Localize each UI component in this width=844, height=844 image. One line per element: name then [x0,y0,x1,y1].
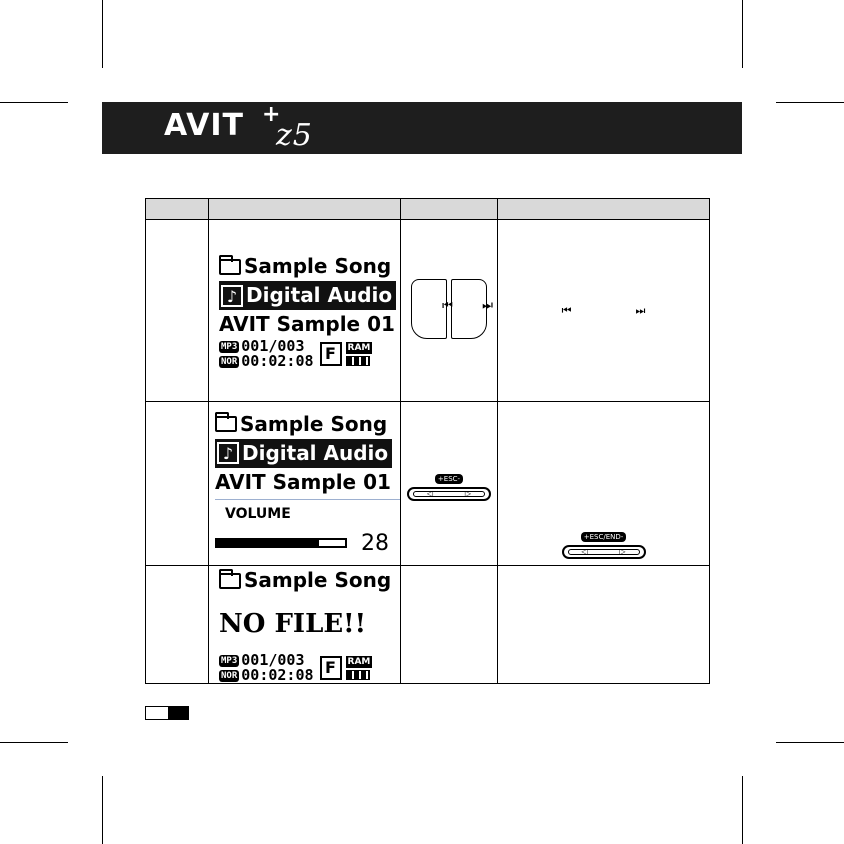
description-cell [498,566,710,684]
table-row [146,402,710,566]
battery-icon [346,356,370,366]
crop-mark [0,742,68,743]
music-note-icon: ♪ [221,285,243,307]
jog-wheel-icon: ◁ ▷ [407,487,491,501]
brand-logo [164,102,313,153]
crop-mark [776,742,844,743]
crop-mark [742,0,743,68]
folder-icon [215,416,237,432]
prev-button-icon: ⏮ [411,279,447,339]
description-cell [498,220,710,402]
table-header-row [146,199,710,220]
esc-end-control [498,524,709,559]
lcd-album-highlight [215,439,392,468]
lcd-display [209,252,400,369]
crop-mark [102,0,103,68]
crop-mark [0,102,68,103]
crop-mark [102,776,103,844]
esc-label: +ESC- [435,474,463,484]
memory-tag: RAM [347,343,371,353]
step-cell [146,220,209,402]
logo-text: AVIT [164,108,245,143]
step-cell [146,402,209,566]
lcd-album-highlight [219,281,396,310]
lcd-folder-text: Sample Song [240,411,388,436]
table-row [146,220,710,402]
format-tag: MP3 [221,655,238,666]
play-time: 00:02:08 [241,666,314,684]
mode-tag: NOR [221,670,238,681]
no-file-message: NO FILE!! [219,609,367,639]
button-cell [401,220,498,402]
lcd-cell [209,220,401,402]
lcd-folder-text: Sample Song [244,568,392,592]
format-tag: MP3 [221,341,238,352]
lcd-display [209,410,400,558]
lcd-title-text: AVIT Sample 01 [219,312,395,336]
header-cell [498,199,710,220]
crop-mark [742,776,743,844]
table-row [146,566,710,684]
music-note-icon: ♪ [217,442,239,464]
lcd-cell [209,402,401,566]
lcd-display [209,566,400,683]
logo-model: z5 [276,118,313,153]
lcd-folder-text: Sample Song [244,254,392,278]
button-cell [401,402,498,566]
header-cell [401,199,498,220]
description-cell [498,402,710,566]
header-cell [209,199,401,220]
desc-prev-icon: ⏮ [561,303,572,317]
lcd-album-text: Digital Audio [242,440,389,465]
operations-table [145,198,710,684]
mode-tag: NOR [221,356,238,367]
jog-wheel-icon: ◁ ▷ [562,545,646,559]
eq-indicator: F [320,342,342,366]
button-cell [401,566,498,684]
header-cell [146,199,209,220]
lcd-title-text: AVIT Sample 01 [215,469,391,494]
track-counter: 001/003 [241,337,305,355]
lcd-cell [209,566,401,684]
memory-tag: RAM [347,657,371,667]
volume-value: 28 [361,530,389,556]
eq-indicator: F [320,656,342,680]
lcd-album-text: Digital Audio [246,283,393,307]
desc-next-icon: ⏭ [635,303,646,317]
logo-plus: + [262,102,282,127]
play-time: 00:02:08 [241,352,314,370]
step-cell [146,566,209,684]
folder-icon [219,259,241,275]
track-counter: 001/003 [241,651,305,669]
volume-label: VOLUME [225,505,291,522]
next-button-icon: ⏭ [451,279,487,339]
volume-bar [215,538,347,548]
folder-icon [219,573,241,589]
volume-fill [217,540,319,546]
esc-control [401,466,497,501]
header-bar [102,102,742,154]
crop-mark [776,102,844,103]
page-number-block [145,706,189,720]
esc-end-label: +ESC/END- [581,532,627,542]
battery-icon [346,670,370,680]
